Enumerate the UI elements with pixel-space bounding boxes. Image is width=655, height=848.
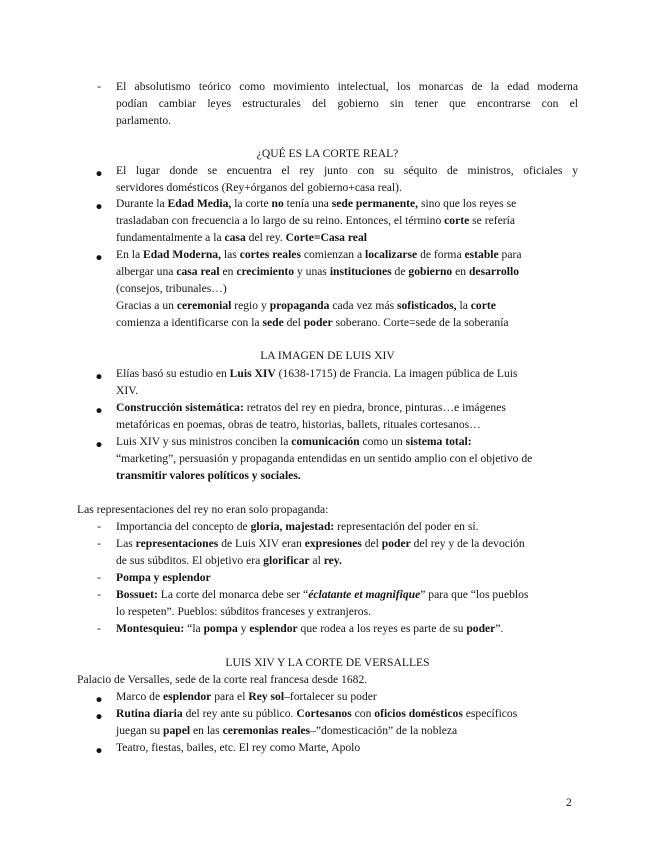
bullet-marker: ● — [95, 438, 103, 451]
intro-line-3: parlamento. — [116, 114, 172, 127]
imagen-b1-line-2: XIV. — [116, 384, 139, 397]
corte-b3-line-1: En la Edad Moderna, las cortes reales comienzan a localizarse de forma estable para — [116, 248, 522, 261]
rep-d4-line-1: Bossuet: La corte del monarca debe ser “éclatante et magnifique” para que “los pueblos — [116, 588, 529, 601]
corte-b1-line-1: El lugar donde se encuentra el rey junto con su séquito de ministros, oficiales y — [116, 164, 578, 177]
heading-imagen-luis-xiv: LA IMAGEN DE LUIS XIV — [260, 349, 395, 362]
dash-marker: - — [97, 520, 101, 533]
heading-corte-versalles: LUIS XIV Y LA CORTE DE VERSALLES — [225, 656, 430, 669]
rep-d1-line: Importancia del concepto de gloria, majestad: representación del poder en sí. — [116, 520, 479, 533]
bullet-marker: ● — [95, 404, 103, 417]
bullet-marker: ● — [95, 251, 103, 264]
imagen-b1-line-1: Elías basó su estudio en Luis XIV (1638-1715) de Francia. La imagen pública de Luis — [116, 367, 518, 380]
versalles-b1-line: Marco de esplendor para el Rey sol–fortalecer su poder — [116, 690, 377, 703]
bullet-marker: ● — [95, 710, 103, 723]
dash-marker: - — [97, 571, 101, 584]
representaciones-intro: Las representaciones del rey no eran solo propaganda: — [77, 503, 329, 516]
bullet-marker: ● — [95, 370, 103, 383]
corte-b3-line-4: Gracias a un ceremonial regio y propaganda cada vez más sofisticados, la corte — [116, 299, 496, 312]
imagen-b2-line-2: metafóricas en poemas, obras de teatro, historias, ballets, rituales cortesanos… — [116, 418, 481, 431]
dash-marker: - — [97, 80, 101, 93]
intro-line-2: podían cambiar leyes estructurales del gobierno sin tener que encontrarse con el — [116, 97, 578, 110]
versalles-b2-line-2: juegan su papel en las ceremonias reales–”domesticación” de la nobleza — [116, 724, 458, 737]
versalles-intro: Palacio de Versalles, sede de la corte real francesa desde 1682. — [77, 673, 368, 686]
corte-b2-line-1: Durante la Edad Media, la corte no tenía una sede permanente, sino que los reyes se — [116, 197, 517, 210]
rep-d3-line: Pompa y esplendor — [116, 571, 211, 584]
bullet-marker: ● — [95, 744, 103, 757]
heading-corte-real: ¿QUÉ ES LA CORTE REAL? — [256, 147, 399, 160]
corte-b1-line-2: servidores domésticos (Rey+órganos del gobierno+casa real). — [116, 181, 402, 194]
imagen-b3-line-3: transmitir valores políticos y sociales. — [116, 469, 301, 482]
dash-marker: - — [97, 537, 101, 550]
bullet-marker: ● — [95, 693, 103, 706]
corte-b2-line-2: trasladaban con frecuencia a lo largo de su reino. Entonces, el término corte se refería — [116, 214, 515, 227]
imagen-b3-line-2: “marketing”, persuasión y propaganda entendidas en un sentido amplio con el objetivo de — [116, 452, 533, 465]
corte-b3-line-5: comienza a identificarse con la sede del poder soberano. Corte=sede de la soberanía — [116, 316, 509, 329]
rep-d5-line: Montesquieu: “la pompa y esplendor que rodea a los reyes es parte de su poder”. — [116, 622, 504, 635]
bullet-marker: ● — [95, 167, 103, 180]
rep-d2-line-1: Las representaciones de Luis XIV eran expresiones del poder del rey y de la devoción — [116, 537, 525, 550]
page-number: 2 — [566, 796, 572, 809]
dash-marker: - — [97, 622, 101, 635]
bullet-marker: ● — [95, 200, 103, 213]
versalles-b3-line: Teatro, fiestas, bailes, etc. El rey como Marte, Apolo — [116, 741, 361, 754]
imagen-b3-line-1: Luis XIV y sus ministros conciben la comunicación como un sistema total: — [116, 435, 472, 448]
corte-b2-line-3: fundamentalmente a la casa del rey. Corte=Casa real — [116, 231, 367, 244]
intro-line-1: El absolutismo teórico como movimiento intelectual, los monarcas de la edad moderna — [116, 80, 578, 93]
corte-b3-line-2: albergar una casa real en crecimiento y unas instituciones de gobierno en desarrollo — [116, 265, 519, 278]
imagen-b2-line-1: Construcción sistemática: retratos del rey en piedra, bronce, pinturas…e imágenes — [116, 401, 506, 414]
rep-d4-line-2: lo respeten”. Pueblos: súbditos franceses y extranjeros. — [116, 605, 371, 618]
corte-b3-line-3: (consejos, tribunales…) — [116, 282, 227, 295]
dash-marker: - — [97, 588, 101, 601]
rep-d2-line-2: de sus súbditos. El objetivo era glorificar al rey. — [116, 554, 342, 567]
versalles-b2-line-1: Rutina diaria del rey ante su público. Cortesanos con oficios domésticos específicos — [116, 707, 518, 720]
